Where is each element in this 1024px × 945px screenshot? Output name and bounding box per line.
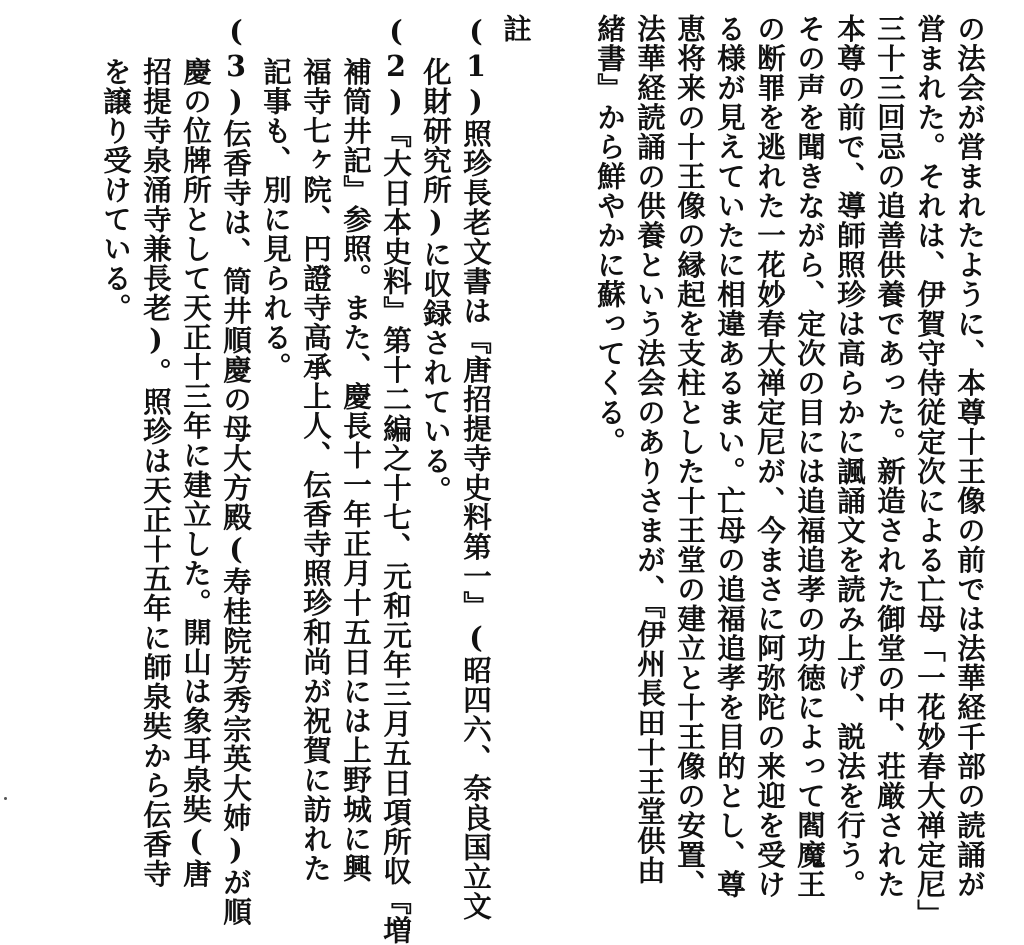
scan-speck [4,797,7,800]
main-text-line: の法会が営まれたように、本尊十王像の前では法華経千部の読誦が [953,14,987,899]
note-2-continuation: 福寺七ヶ院、円證寺高承上人、伝香寺照珍和尚が祝賀に訪れた [299,56,333,883]
notes-heading: 註 [499,14,533,44]
note-number: (3) [219,14,253,119]
main-text-line: の断罪を逃れた一花妙春大禅定尼が、今まさに阿弥陀の来迎を受け [753,14,787,899]
main-text-line: 本尊の前で、導師照珍は高らかに諷誦文を読み上げ、説法を行う。 [833,14,867,899]
note-3-continuation: 招提寺泉涌寺兼長老)。照珍は天正十五年に師泉奘から伝香寺 [139,56,173,889]
main-text-line: 三十三回忌の追善供養であった。新造された御堂の中、荘厳された [873,14,907,899]
note-3-continuation: 慶の位牌所として天正十三年に建立した。開山は象耳泉奘(唐 [179,56,213,889]
note-text: 照珍長老文書は『唐招提寺史料第一』(昭四六、奈良国立文 [459,119,493,921]
note-3 [216,14,256,927]
main-text-line: 法華経読誦の供養という法会のありさまが、『伊州長田十王堂供由 [633,14,667,885]
note-number: (2) [379,14,413,119]
note-3-continuation: を譲り受けている。 [99,56,133,323]
main-text-line: る様が見えていたに相違あるまい。亡母の追福追孝を目的とし、尊 [713,14,747,899]
main-text-block [550,14,990,929]
note-text: 伝香寺は、筒井順慶の母大方殿(寿桂院芳秀宗英大姉)が順 [219,119,253,927]
main-text-line: その声を聞きながら、定次の目には追福追孝の功徳によって閻魔王 [793,14,827,899]
main-text-line: 営まれた。それは、伊賀守侍従定次による亡母「一花妙春大禅定尼」 [913,14,947,929]
note-2 [376,14,416,945]
notes-section [16,14,536,945]
note-text: 『大日本史料』第十二編之十七、元和元年三月五日項所収『増 [379,119,413,945]
note-2-continuation: 記事も、別に見られる。 [259,56,293,382]
main-text-line: 恵将来の十王像の縁起を支柱とした十王堂の建立と十王像の安置、 [673,14,707,899]
note-1-continuation: 化財研究所)に収録されている。 [419,56,453,505]
note-1 [456,14,496,921]
note-2-continuation: 補筒井記』参照。また、慶長十一年正月十五日には上野城に興 [339,56,373,883]
main-text-line: 緒書』から鮮やかに蘇ってくる。 [593,14,627,457]
note-number: (1) [459,14,493,119]
